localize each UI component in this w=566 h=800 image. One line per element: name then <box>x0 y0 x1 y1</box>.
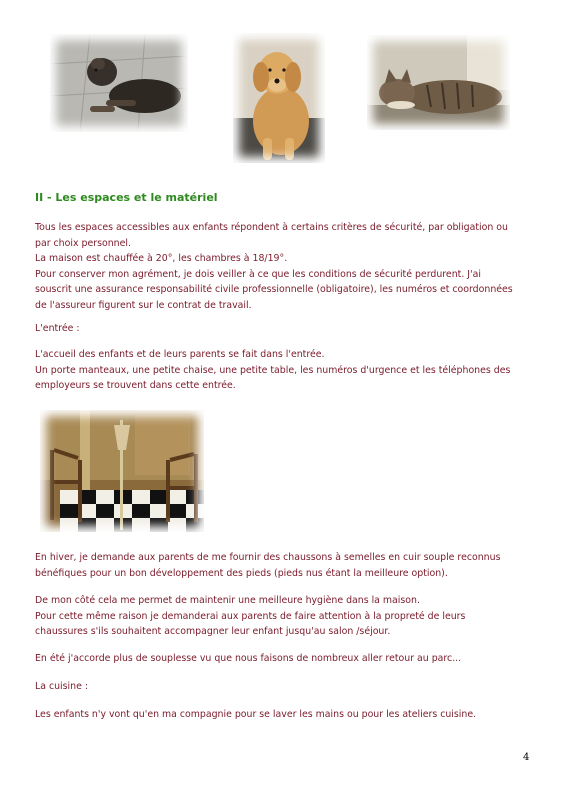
photo-entrance <box>40 410 204 532</box>
text-line: La maison est chauffée à 20°, les chambres à 18/19°. <box>35 253 288 264</box>
text-line: Pour conserver mon agrément, je dois veiller à ce que les conditions de sécurité perdurent. J'ai <box>35 268 481 280</box>
section-title: II - Les espaces et le matériel <box>35 191 218 204</box>
cuisine-paragraph <box>35 707 533 723</box>
text-line: Pour cette même raison je demanderai aux parents de faire attention à la propreté de leurs <box>35 610 466 622</box>
photo-dark-dog <box>50 34 188 132</box>
subheading: L'entrée : <box>35 323 80 334</box>
photo-golden-retriever <box>233 33 325 163</box>
hiver-paragraph <box>35 550 533 581</box>
page-number: 4 <box>523 752 530 763</box>
text-line: L'accueil des enfants et de leurs parents se fait dans l'entrée. <box>35 349 325 360</box>
text-line: par choix personnel. <box>35 237 131 249</box>
cuisine-label <box>35 679 533 695</box>
text-line: En été j'accorde plus de souplesse vu que nous faisons de nombreux aller retour au parc... <box>35 653 462 664</box>
subheading: La cuisine : <box>35 681 88 692</box>
text-line: employeurs se trouvent dans cette entrée. <box>35 380 236 391</box>
text-line: Les enfants n'y vont qu'en ma compagnie pour se laver les mains ou pour les ateliers cuisine. <box>35 709 477 720</box>
text-line: De mon côté cela me permet de maintenir une meilleure hygiène dans la maison. <box>35 595 420 606</box>
hygiene-paragraph <box>35 593 533 640</box>
entree-label <box>35 321 533 337</box>
text-line: chaussures s'ils souhaitent accompagner leur enfant jusqu'au salon /séjour. <box>35 626 391 637</box>
ete-paragraph <box>35 651 533 667</box>
text-line: Tous les espaces accessibles aux enfants répondent à certains critères de sécurité, par obligation ou <box>35 222 508 233</box>
photo-sleeping-cat <box>367 35 510 130</box>
text-line: En hiver, je demande aux parents de me fournir des chaussons à semelles en cuir souple reconnus <box>35 552 501 563</box>
intro-paragraph <box>35 220 533 313</box>
entree-paragraph <box>35 347 533 394</box>
text-line: souscrit une assurance responsabilité civile professionnelle (obligatoire), les numéros et coordonnées <box>35 284 513 295</box>
text-line: Un porte manteaux, une petite chaise, une petite table, les numéros d'urgence et les téléphones des <box>35 364 511 376</box>
text-line: de l'assureur figurent sur le contrat de travail. <box>35 299 252 311</box>
text-line: bénéfiques pour un bon développement des pieds (pieds nus étant la meilleure option). <box>35 567 448 579</box>
